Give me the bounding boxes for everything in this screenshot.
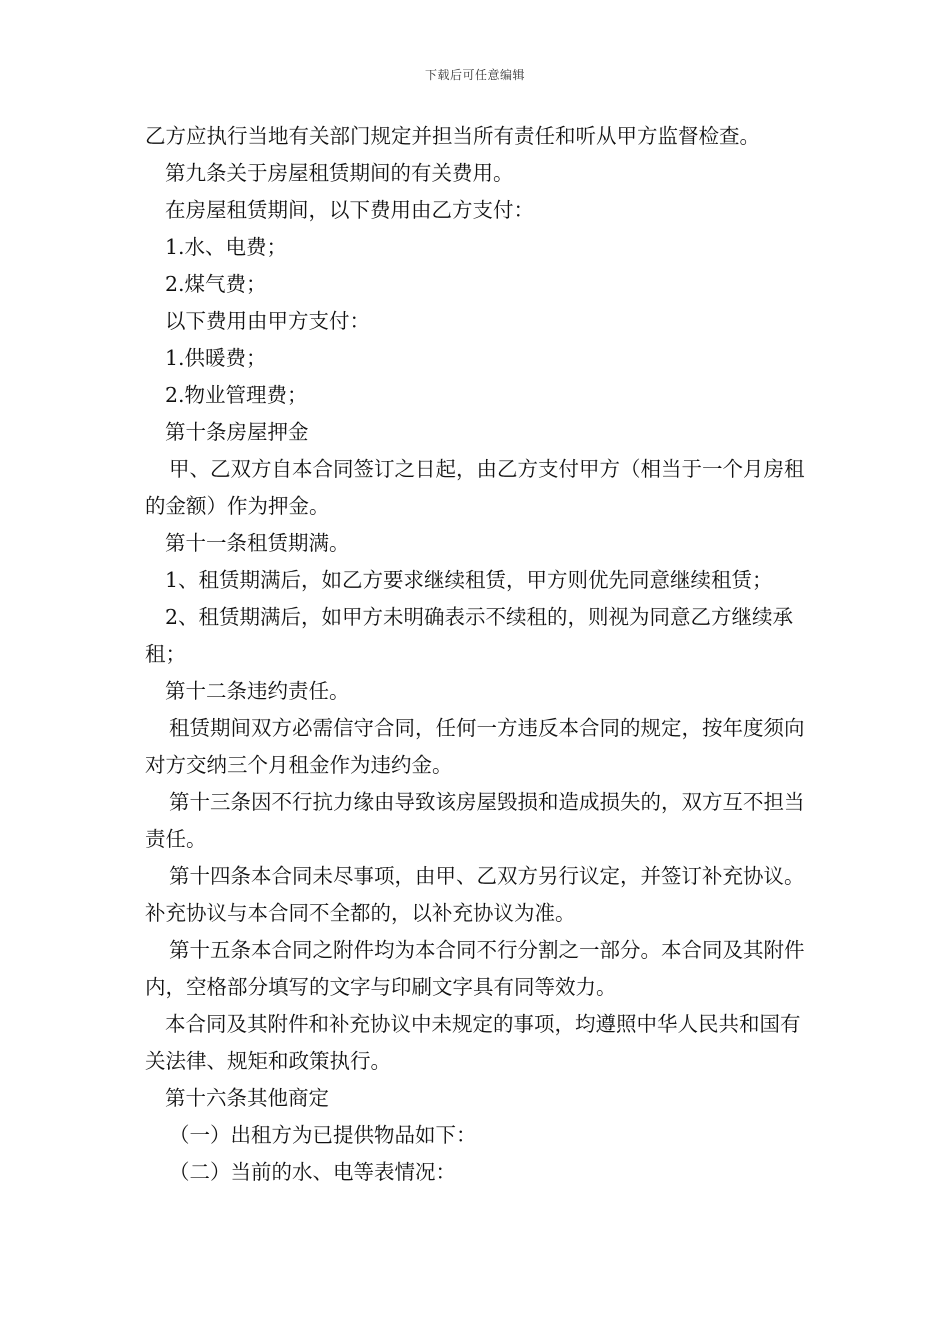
list-item: 2、租赁期满后，如甲方未明确表示不续租的，则视为同意乙方继续承租；: [145, 605, 794, 666]
paragraph: 在房屋租赁期间，以下费用由乙方支付：: [165, 198, 534, 222]
article-heading: 第十条房屋押金: [165, 420, 309, 444]
article-paragraph: 第十五条本合同之附件均为本合同不行分割之一部分。本合同及其附件内，空格部分填写的文字与印刷文字具有同等效力。: [145, 938, 805, 999]
list-item: 2.煤气费；: [165, 272, 267, 296]
list-item: 1.水、电费；: [165, 235, 288, 259]
article-heading: 第十六条其他商定: [165, 1086, 329, 1110]
paragraph: 以下费用由甲方支付：: [165, 309, 370, 333]
article-heading: 第九条关于房屋租赁期间的有关费用。: [165, 161, 514, 185]
paragraph: 本合同及其附件和补充协议中未规定的事项，均遵照中华人民共和国有关法律、规矩和政策执行。: [145, 1012, 801, 1073]
article-heading: 第十一条租赁期满。: [165, 531, 350, 555]
list-item: 2.物业管理费；: [165, 383, 308, 407]
paragraph: 租赁期间双方必需信守合同，任何一方违反本合同的规定，按年度须向对方交纳三个月租金作为违约金。: [145, 716, 805, 777]
list-item: （一）出租方为已提供物品如下：: [169, 1123, 477, 1147]
page-header: 下载后可任意编辑: [424, 68, 525, 82]
article-heading: 第十二条违约责任。: [165, 679, 350, 703]
article-paragraph: 第十三条因不行抗力缘由导致该房屋毁损和造成损失的，双方互不担当责任。: [145, 790, 805, 851]
document-body: [145, 118, 810, 1191]
list-item: 1、租赁期满后，如乙方要求继续租赁，甲方则优先同意继续租赁；: [165, 568, 773, 592]
paragraph: 乙方应执行当地有关部门规定并担当所有责任和听从甲方监督检查。: [145, 124, 760, 148]
article-paragraph: 第十四条本合同未尽事项，由甲、乙双方另行议定，并签订补充协议。补充协议与本合同不全都的，以补充协议为准。: [145, 864, 805, 925]
paragraph: 甲、乙双方自本合同签订之日起，由乙方支付甲方（相当于一个月房租的金额）作为押金。: [145, 457, 805, 518]
list-item: （二）当前的水、电等表情况：: [169, 1160, 456, 1184]
list-item: 1.供暖费；: [165, 346, 267, 370]
